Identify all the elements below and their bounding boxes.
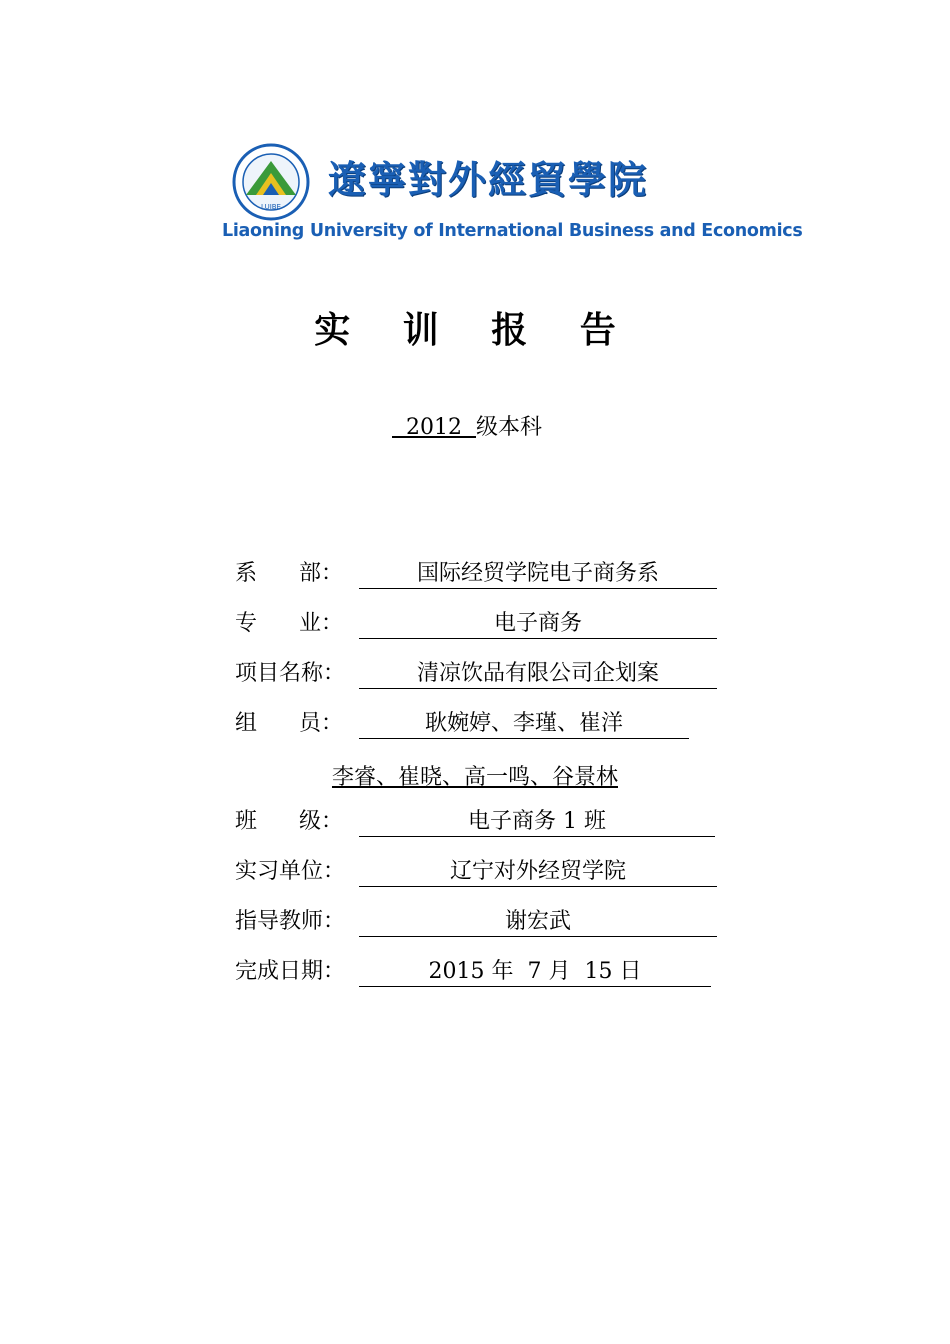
university-logo <box>222 143 803 253</box>
university-name-en: Liaoning University of International Business and Economics <box>222 221 803 241</box>
field-label: 实习单位： <box>235 859 346 884</box>
field-class <box>235 806 715 838</box>
field-label: 完成日期： <box>235 959 346 984</box>
report-title: 实 训 报 告 <box>314 310 636 351</box>
university-seal-icon <box>232 143 310 221</box>
field-label: 组 员： <box>235 711 343 736</box>
grade-year-value: 2012 <box>406 415 462 440</box>
field-label: 系 部： <box>235 561 343 586</box>
field-department <box>235 558 717 590</box>
field-major <box>235 608 717 640</box>
university-name-cn: 遼寧對外經貿學院 <box>328 158 649 202</box>
grade-year <box>392 415 476 440</box>
members-line-2-text: 李睿、崔晓、高一鸣、谷景林 <box>331 765 618 790</box>
field-label: 专 业： <box>235 611 343 636</box>
field-completion-date <box>235 956 711 988</box>
field-value: 2015 年 7 月 15 日 <box>359 958 711 987</box>
field-label: 指导教师： <box>235 909 346 934</box>
field-value: 耿婉婷、李瑾、崔洋 <box>359 710 689 739</box>
field-value: 辽宁对外经贸学院 <box>359 858 717 887</box>
field-internship-unit <box>235 856 717 888</box>
field-advisor <box>235 906 717 938</box>
field-members <box>235 708 689 740</box>
field-value: 电子商务 <box>359 610 717 639</box>
grade-line <box>392 410 542 441</box>
field-label: 班 级： <box>235 809 343 834</box>
field-project-name <box>235 658 717 690</box>
field-value: 清凉饮品有限公司企划案 <box>359 660 717 689</box>
grade-suffix: 级本科 <box>476 415 543 440</box>
seal-text: LUIBE <box>261 203 281 211</box>
members-line-2 <box>0 760 950 791</box>
field-value: 谢宏武 <box>359 908 717 937</box>
field-label: 项目名称： <box>235 661 346 686</box>
field-value: 国际经贸学院电子商务系 <box>359 560 717 589</box>
field-value: 电子商务 1 班 <box>359 808 715 837</box>
